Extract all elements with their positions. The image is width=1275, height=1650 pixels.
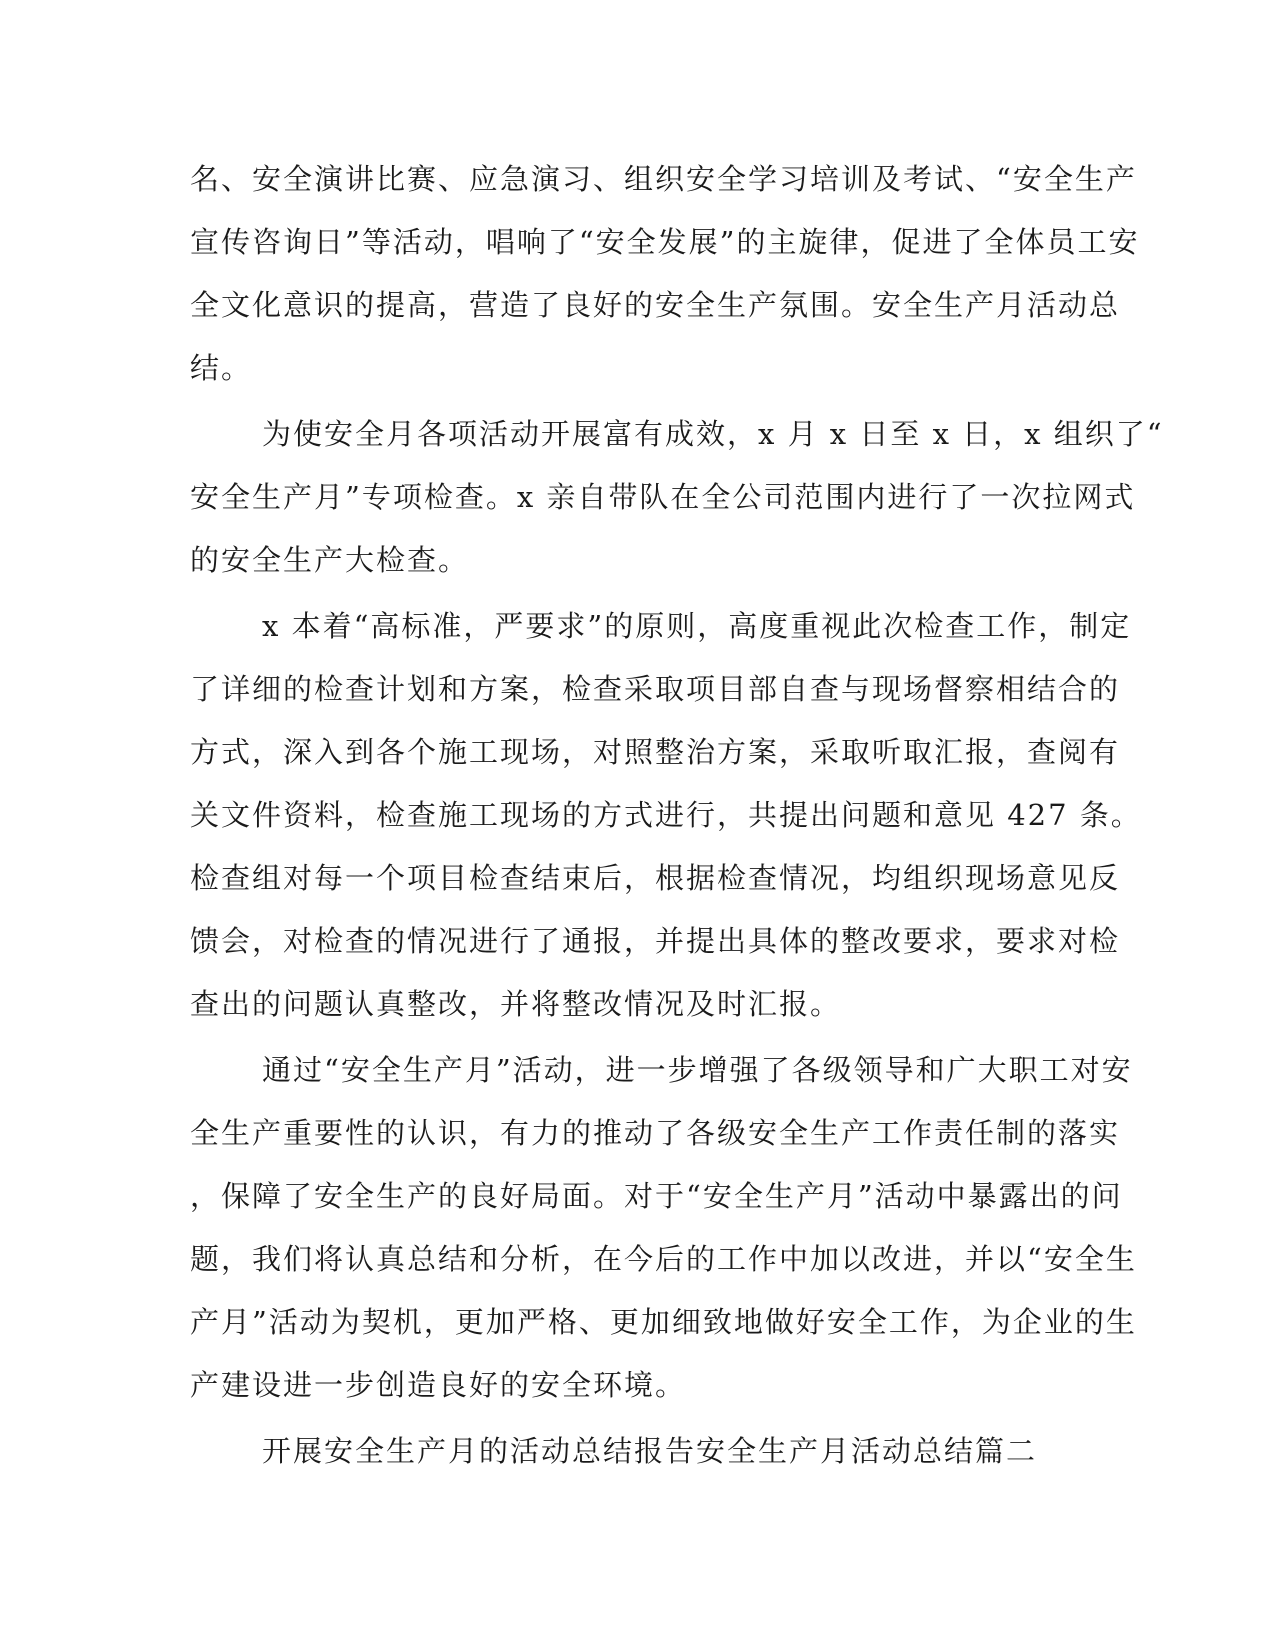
text-line: 结。 — [190, 351, 253, 385]
text-line: 安全生产月”专项检查。x 亲自带队在全公司范围内进行了一次拉网式 — [190, 480, 1136, 514]
text-line: 了详细的检查计划和方案，检查采取项目部自查与现场督察相结合的 — [190, 672, 1121, 706]
text-line: 宣传咨询日”等活动，唱响了“安全发展”的主旋律，促进了全体员工安 — [190, 225, 1140, 259]
text-line: ，保障了安全生产的良好局面。对于“安全生产月”活动中暴露出的问 — [190, 1179, 1123, 1213]
text-line: 全生产重要性的认识，有力的推动了各级安全生产工作责任制的落实 — [190, 1116, 1121, 1150]
text-line: 产月”活动为契机，更加严格、更加细致地做好安全工作，为企业的生 — [190, 1305, 1137, 1339]
text-line: 的安全生产大检查。 — [190, 543, 470, 577]
text-line: 为使安全月各项活动开展富有成效，x 月 x 日至 x 日，x 组织了“ — [262, 417, 1164, 451]
text-line: 馈会，对检查的情况进行了通报，并提出具体的整改要求，要求对检 — [190, 924, 1121, 958]
text-line: x 本着“高标准，严要求”的原则，高度重视此次检查工作，制定 — [262, 609, 1132, 643]
text-line: 全文化意识的提高，营造了良好的安全生产氛围。安全生产月活动总 — [190, 288, 1121, 322]
text-line: 查出的问题认真整改，并将整改情况及时汇报。 — [190, 987, 842, 1021]
text-line: 名、安全演讲比赛、应急演习、组织安全学习培训及考试、“安全生产 — [190, 162, 1137, 196]
text-line: 开展安全生产月的活动总结报告安全生产月活动总结篇二 — [262, 1434, 1038, 1468]
text-line: 通过“安全生产月”活动，进一步增强了各级领导和广大职工对安 — [262, 1053, 1133, 1087]
text-line: 题，我们将认真总结和分析，在今后的工作中加以改进，并以“安全生 — [190, 1242, 1137, 1276]
text-line: 方式，深入到各个施工现场，对照整治方案，采取听取汇报，查阅有 — [190, 735, 1121, 769]
text-line: 关文件资料，检查施工现场的方式进行，共提出问题和意见 427 条。 — [190, 798, 1142, 832]
text-line: 产建设进一步创造良好的安全环境。 — [190, 1368, 687, 1402]
text-line: 检查组对每一个项目检查结束后，根据检查情况，均组织现场意见反 — [190, 861, 1121, 895]
document-body — [190, 162, 1164, 1497]
